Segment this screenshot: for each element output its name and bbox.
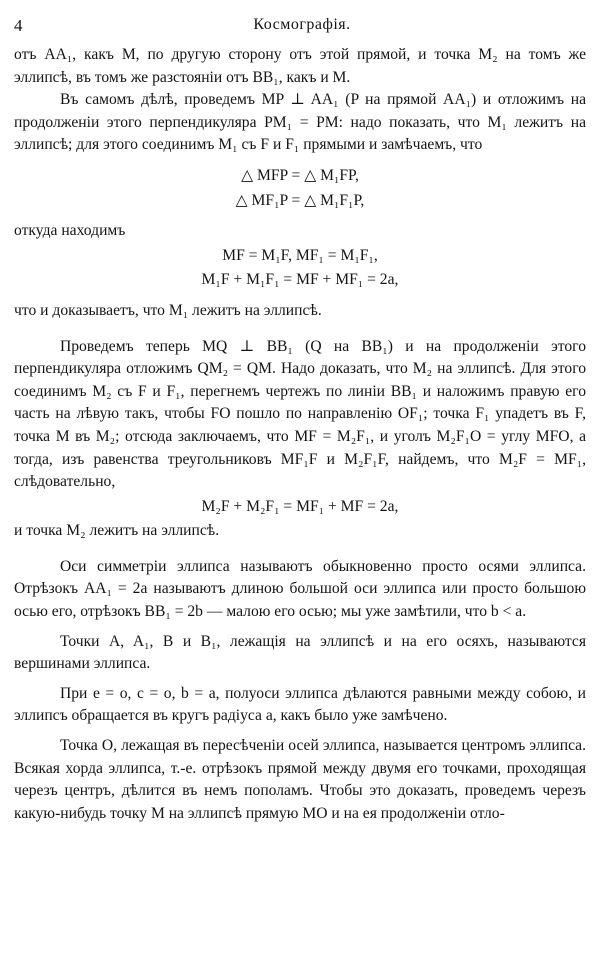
page-body — [14, 44, 586, 825]
paragraph-continuation: отъ AA₁, какъ M, по другую сторону отъ этой прямой, и точка M₂ на томъ же эллипсѣ, въ томъ же разстояніи отъ BB₁, какъ и M. — [14, 46, 586, 86]
paragraph-conclusion-m2: и точка M₂ лежитъ на эллипсѣ. — [14, 522, 220, 540]
paragraph-axes: Оси симметріи эллипса называютъ обыкновенно просто осями эллипса. Отрѣзокъ AA₁ = 2a называютъ длиною большой оси эллипса или просто большою осью его, отрѣзокъ BB₁ = 2b — малою его осью; мы уже замѣтили, что b < a. — [14, 557, 586, 621]
equation-segments-2: M₁F + M₁F₁ = MF + MF₁ = 2a, — [201, 271, 399, 289]
paragraph-vertices: Точки A, A₁, B и B₁, лежащія на эллипсѣ и на его осяхъ, называются вершинами эллипса. — [14, 632, 586, 673]
page-number: 4 — [14, 16, 23, 35]
paragraph-conclusion-m1: что и доказываетъ, что M₁ лежитъ на эллипсѣ. — [14, 301, 322, 319]
paragraph-circle-case: При e = o, c = o, b = a, полуоси эллипса дѣлаются равными между собою, и эллипсъ обращается въ кругъ радіуса a, какъ было уже замѣчено. — [14, 684, 586, 725]
equation-segments-1: MF = M₁F, MF₁ = M₁F₁, — [222, 246, 378, 264]
equation-triangles-1: △ MFP = △ M₁FP, — [241, 166, 359, 184]
running-title: Космографія. — [253, 16, 351, 33]
paragraph-proof-m1: Въ самомъ дѣлѣ, проведемъ MP ⊥ AA₁ (P на прямой AA₁) и отложимъ на продолженіи этого перпендикуляра PM₁ = PM: надо показать, что M₁ лежитъ на эллипсѣ; для этого соединимъ M₁ съ F и F₁ прямыми и замѣчаемъ, что — [14, 91, 586, 154]
paragraph-center: Точка O, лежащая въ пересѣченіи осей эллипса, называется центромъ эллипса. Всякая хорда эллипса, т.-е. отрѣзокъ прямой между двумя его точками, проходящая черезъ центръ, дѣлится въ немъ пополамъ. Чтобы это доказать, проведемъ черезъ какую-нибудь точку M на эллипсѣ прямую MO и на ея продолженіи отло- — [14, 737, 586, 822]
paragraph-whence: откуда находимъ — [14, 222, 126, 240]
equation-m2-sum: M₂F + M₂F₁ = MF₁ + MF = 2a, — [201, 497, 399, 515]
paragraph-proof-m2: Проведемъ теперь MQ ⊥ BB₁ (Q на BB₁) и на продолженіи этого перпендикуляра отложимъ QM₂ = QM. Надо доказать, что M₂ на эллипсѣ. Для этого соединимъ M₂ съ F и F₁, перегнемъ чертежъ по линіи BB₁ и наложимъ правую его часть на лѣвую такъ, чтобы FO пошло по направленію OF₁; точка F₁ упадетъ въ F, точка M въ M₂; отсюда заключаемъ, что MF = M₂F₁, и уголъ M₂F₁O = углу MFO, а тогда, изъ равенства треугольниковъ MF₁F и M₂F₁F, найдемъ, что M₂F = MF₁, слѣдовательно, — [14, 337, 586, 491]
equation-triangles-2: △ MF₁P = △ M₁F₁P, — [235, 191, 365, 209]
